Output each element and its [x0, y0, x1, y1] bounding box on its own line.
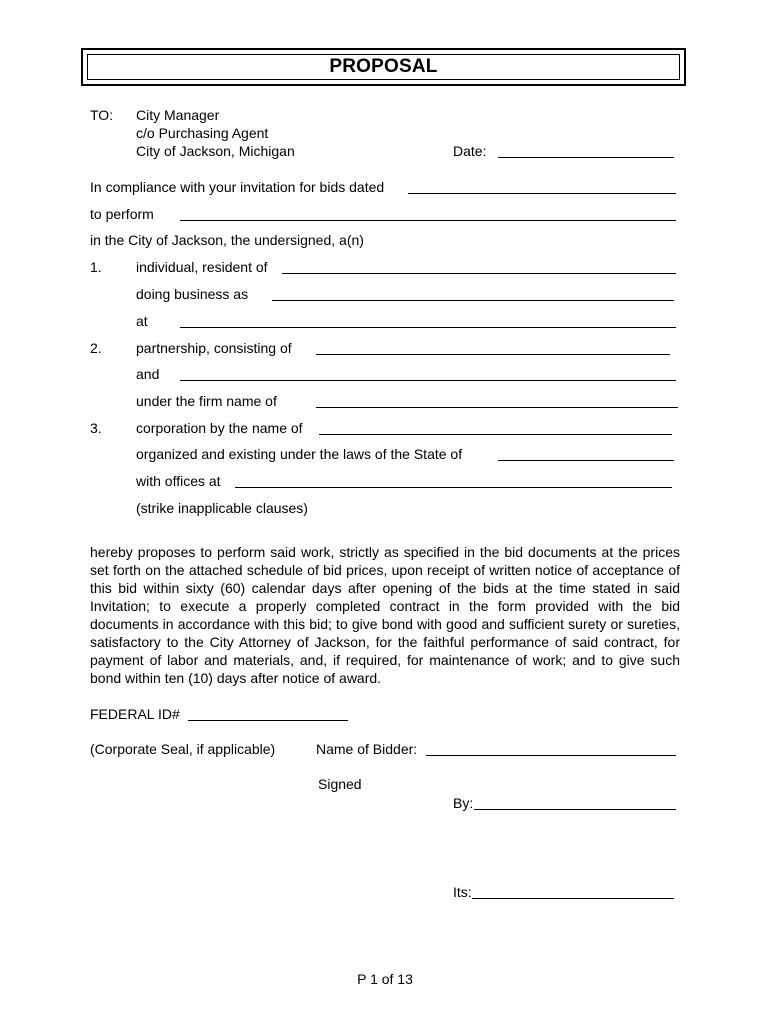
- at-label: at: [136, 313, 148, 329]
- undersigned-label: in the City of Jackson, the undersigned, a(n): [90, 232, 364, 248]
- corporation-label: corporation by the name of: [136, 420, 303, 436]
- title-field[interactable]: [472, 898, 674, 899]
- by-label: By:: [453, 795, 474, 811]
- individual-resident-field[interactable]: [282, 273, 676, 274]
- title-inner-frame: [87, 54, 680, 80]
- doing-business-label: doing business as: [136, 286, 249, 302]
- invitation-label: In compliance with your invitation for bids dated: [90, 179, 385, 195]
- doing-business-field[interactable]: [272, 300, 674, 301]
- item-3-number: 3.: [90, 420, 102, 436]
- addressee-line-1: City Manager: [136, 107, 220, 123]
- corporate-seal-label: (Corporate Seal, if applicable): [90, 741, 276, 757]
- title-box: [81, 48, 686, 86]
- corporation-name-field[interactable]: [319, 434, 672, 435]
- partner-field[interactable]: [180, 380, 676, 381]
- by-signature-field[interactable]: [474, 809, 676, 810]
- partnership-field[interactable]: [316, 354, 670, 355]
- individual-label: individual, resident of: [136, 259, 268, 275]
- firm-name-field[interactable]: [316, 407, 678, 408]
- date-label: Date:: [453, 143, 487, 159]
- offices-field[interactable]: [235, 487, 672, 488]
- proposal-paragraph: hereby proposes to perform said work, strictly as specified in the bid documents at the prices set forth on the attached schedule of bid prices, upon receipt of written notice of acceptance of this bid within sixty (60) calendar days after opening of the bids at the time stated in said Invitation; to execute a properly completed contract in the form provided with the bid documents in accordance with this bid; to give bond with good and sufficient surety or sureties, satisfactory to the City Attorney of Jackson, for the faithful performance of said contract, for payment of labor and materials, and, if required, for maintenance of work; and to give such bond within ten (10) days after notice of award.: [90, 544, 680, 686]
- addressee-line-2: c/o Purchasing Agent: [136, 125, 269, 141]
- state-field[interactable]: [498, 460, 674, 461]
- item-2-number: 2.: [90, 340, 102, 356]
- firm-name-label: under the firm name of: [136, 393, 277, 409]
- bidder-name-label: Name of Bidder:: [316, 741, 418, 757]
- federal-id-label: FEDERAL ID#: [90, 706, 180, 722]
- to-perform-label: to perform: [90, 206, 154, 222]
- to-perform-field[interactable]: [180, 220, 676, 221]
- organized-label: organized and existing under the laws of the State of: [136, 446, 463, 462]
- address-field[interactable]: [180, 327, 676, 328]
- page-number: P 1 of 13: [357, 971, 413, 987]
- invitation-date-field[interactable]: [408, 193, 676, 194]
- partnership-label: partnership, consisting of: [136, 340, 292, 356]
- federal-id-field[interactable]: [188, 720, 348, 721]
- its-label: Its:: [453, 884, 472, 900]
- signed-label: Signed: [318, 776, 362, 792]
- bidder-name-field[interactable]: [426, 755, 676, 756]
- item-1-number: 1.: [90, 259, 102, 275]
- page-title: PROPOSAL: [329, 56, 438, 77]
- to-label: TO:: [90, 107, 114, 123]
- strike-note: (strike inapplicable clauses): [136, 500, 308, 516]
- date-field[interactable]: [498, 157, 674, 158]
- offices-label: with offices at: [136, 473, 221, 489]
- and-label: and: [136, 366, 160, 382]
- addressee-line-3: City of Jackson, Michigan: [136, 143, 295, 159]
